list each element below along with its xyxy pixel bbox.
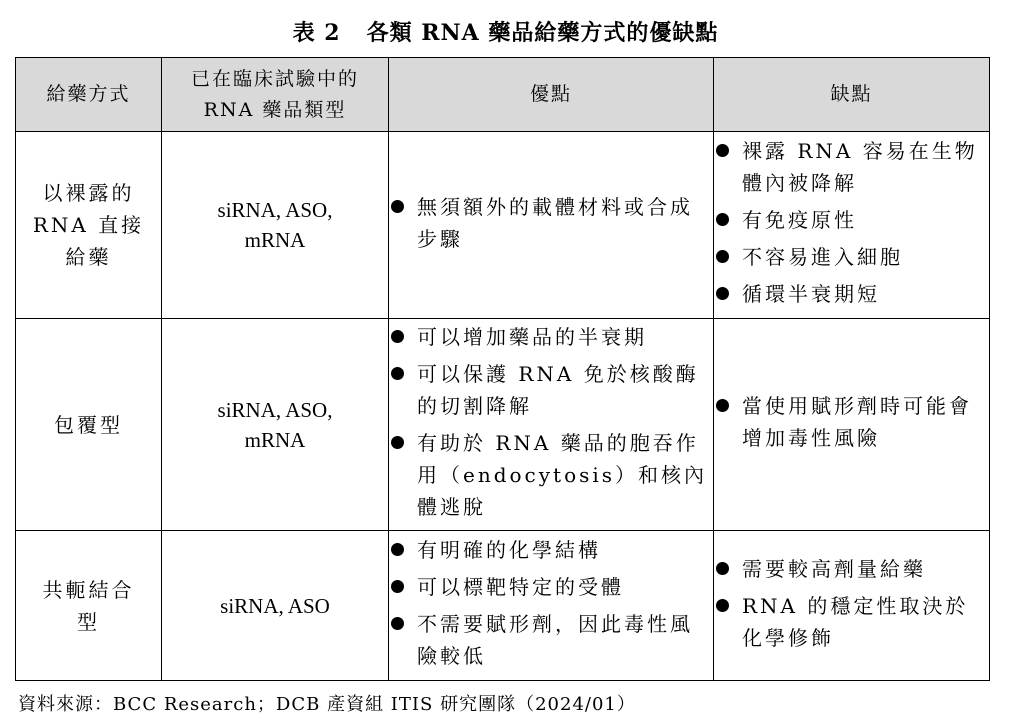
cell-types [162, 132, 389, 319]
source-note: 資料來源：BCC Research；DCB 產資組 ITIS 研究團隊（2024/01） [18, 694, 636, 715]
disadvantage-text: 有免疫原性 [742, 208, 857, 232]
header-method: 給藥方式 [16, 58, 162, 132]
bullet-icon [391, 200, 404, 213]
bullet-icon [716, 250, 729, 263]
table-number: 表 2 [292, 20, 341, 46]
cell-advantages [389, 132, 714, 319]
disadvantage-text: 循環半衰期短 [742, 282, 880, 306]
bullet-icon [391, 543, 404, 556]
disadvantage-text: 不容易進入細胞 [742, 245, 903, 269]
bullet-icon [391, 580, 404, 593]
method-line: 包覆型 [54, 412, 123, 437]
disadvantage-text: RNA 的穩定性取決於化學修飾 [742, 593, 969, 650]
bullet-icon [716, 144, 729, 157]
types-line: siRNA, ASO [220, 593, 330, 618]
types-line: mRNA [244, 427, 306, 452]
list-item [714, 135, 989, 199]
header-types-line: RNA 藥品類型 [203, 98, 347, 121]
list-item [714, 553, 989, 585]
bullet-icon [716, 562, 729, 575]
table-title-text: 各類 RNA 藥品給藥方式的優缺點 [366, 20, 719, 46]
advantage-text: 可以保護 RNA 免於核酸酶的切割降解 [417, 362, 699, 418]
cell-types [162, 319, 389, 531]
header-disadvantages: 缺點 [714, 58, 990, 132]
advantage-text: 無須額外的載體材料或合成步驟 [417, 194, 693, 251]
header-types [162, 58, 389, 132]
bullet-icon [716, 399, 729, 412]
list-item [714, 390, 989, 454]
table-row [16, 319, 990, 531]
list-item [389, 358, 713, 422]
cell-advantages [389, 531, 714, 681]
method-line: 型 [77, 609, 100, 634]
table-row [16, 132, 990, 319]
cell-disadvantages [714, 531, 990, 681]
disadvantage-text: 裸露 RNA 容易在生物體內被降解 [742, 139, 978, 195]
header-row [16, 58, 990, 132]
advantage-text: 不需要賦形劑，因此毒性風險較低 [417, 612, 693, 668]
disadvantage-text: 當使用賦形劑時可能會增加毒性風險 [742, 394, 972, 450]
header-advantages: 優點 [389, 58, 714, 132]
method-line: 共軛結合 [42, 577, 135, 602]
bullet-icon [716, 213, 729, 226]
list-item [714, 590, 989, 654]
comparison-table [15, 57, 990, 681]
list-item [714, 241, 989, 273]
table-row [16, 531, 990, 681]
advantage-text: 有助於 RNA 藥品的胞吞作用（endocytosis）和核內體逃脫 [417, 431, 708, 519]
cell-disadvantages [714, 319, 990, 531]
cell-types [162, 531, 389, 681]
list-item [714, 204, 989, 236]
types-line: siRNA, ASO, [217, 198, 333, 222]
list-item [714, 278, 989, 310]
method-line: 給藥 [65, 245, 112, 269]
list-item [389, 571, 713, 603]
advantage-text: 可以增加藥品的半衰期 [417, 325, 647, 349]
cell-advantages [389, 319, 714, 531]
types-line: siRNA, ASO, [217, 397, 333, 422]
bullet-icon [716, 599, 729, 612]
types-line: mRNA [244, 228, 306, 252]
cell-method [16, 319, 162, 531]
advantage-text: 可以標靶特定的受體 [417, 575, 624, 599]
advantage-text: 有明確的化學結構 [417, 538, 601, 562]
method-line: 以裸露的 [42, 181, 135, 205]
table-title [0, 16, 1011, 47]
list-item [389, 534, 713, 566]
bullet-icon [716, 287, 729, 300]
list-item [389, 608, 713, 672]
header-types-line: 已在臨床試驗中的 [190, 67, 359, 90]
method-line: RNA 直接 [32, 213, 145, 237]
cell-disadvantages [714, 132, 990, 319]
list-item [389, 321, 713, 353]
bullet-icon [391, 436, 404, 449]
list-item [389, 191, 713, 255]
bullet-icon [391, 330, 404, 343]
cell-method [16, 132, 162, 319]
list-item [389, 427, 713, 523]
bullet-icon [391, 617, 404, 630]
disadvantage-text: 需要較高劑量給藥 [742, 556, 926, 581]
bullet-icon [391, 367, 404, 380]
cell-method [16, 531, 162, 681]
